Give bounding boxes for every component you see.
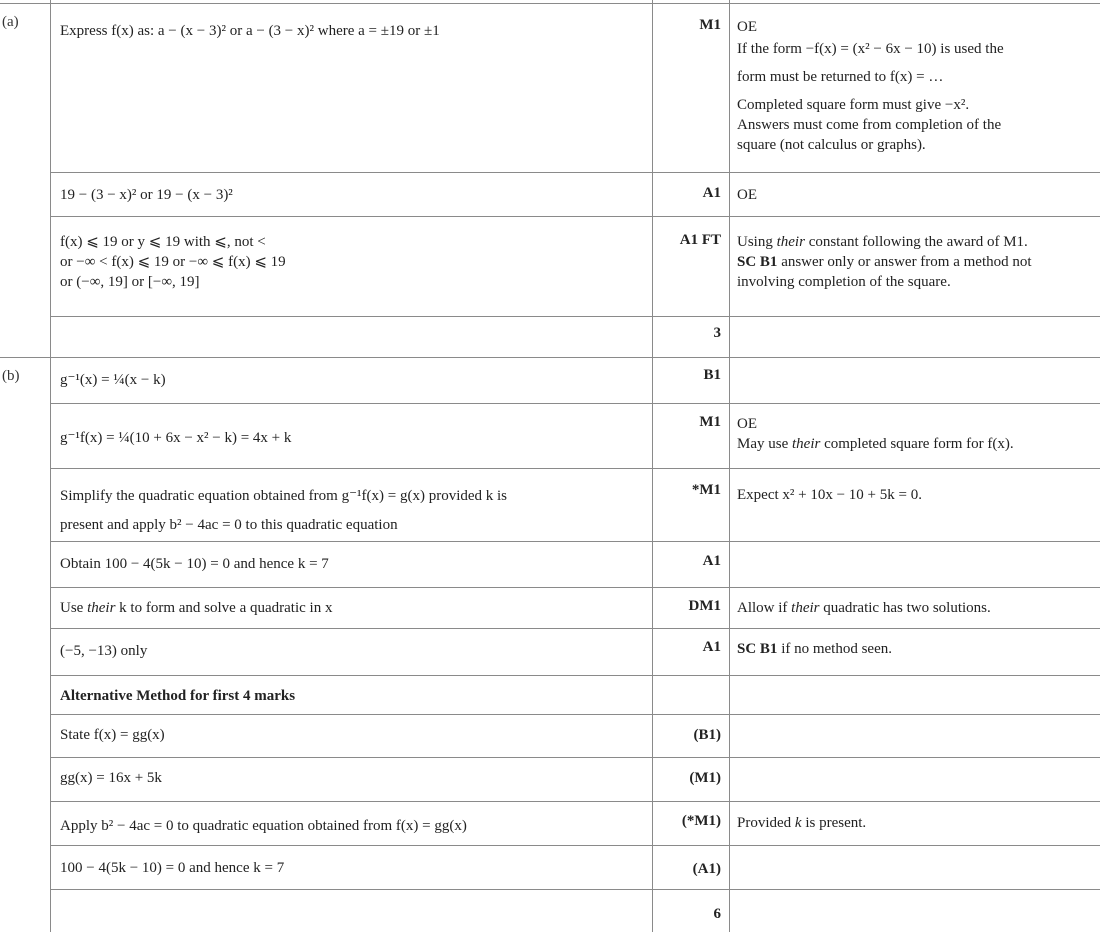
guidance-line: Answers must come from completion of the — [737, 117, 1002, 133]
guidance-line: involving completion of the square. — [737, 274, 951, 290]
guidance-line: OE — [737, 416, 757, 432]
table-row-total — [51, 890, 1100, 932]
table-row — [51, 846, 1100, 889]
part-label-b: (b) — [2, 368, 20, 384]
answer-cell: Obtain 100 − 4(5k − 10) = 0 and hence k = 7 — [60, 556, 329, 572]
guidance-cell — [737, 598, 1097, 618]
answer-line: Simplify the quadratic equation obtained from g⁻¹f(x) = g(x) provided k is — [60, 488, 508, 504]
text: Allow if — [737, 600, 792, 616]
guidance-cell — [737, 232, 1097, 292]
answer-line: present and apply b² − 4ac = 0 to this quadratic equation — [60, 517, 398, 533]
table-row — [51, 715, 1100, 757]
mark-cell: B1 — [703, 367, 721, 383]
table-row — [51, 217, 1100, 316]
answer-line: or (−∞, 19] or [−∞, 19] — [60, 274, 200, 290]
guidance-line: square (not calculus or graphs). — [737, 137, 926, 153]
emphasis-text: k — [794, 815, 802, 831]
special-case-label: SC B1 — [737, 641, 778, 657]
text: k to form and solve a quadratic in x — [115, 600, 333, 616]
table-row-total — [51, 317, 1100, 357]
answer-cell: 100 − 4(5k − 10) = 0 and hence k = 7 — [60, 860, 285, 876]
answer-cell: gg(x) = 16x + 5k — [60, 770, 162, 786]
alternative-method-heading: Alternative Method for first 4 marks — [60, 688, 296, 704]
table-row — [51, 542, 1100, 587]
guidance-cell — [737, 414, 1097, 454]
mark-cell: (*M1) — [681, 813, 721, 829]
mark-cell: A1 FT — [679, 232, 721, 248]
table-row-heading — [51, 676, 1100, 714]
text: answer only or answer from a method not — [777, 254, 1032, 270]
text: May use — [737, 436, 792, 452]
mark-cell: (B1) — [693, 727, 721, 743]
mark-cell: M1 — [699, 17, 721, 33]
mark-cell: *M1 — [691, 482, 721, 498]
answer-cell: g⁻¹(x) = ¼(x − k) — [60, 372, 166, 388]
mark-cell: (M1) — [689, 770, 721, 786]
guidance-cell — [737, 639, 1097, 659]
guidance-cell — [737, 813, 1097, 833]
guidance-line — [737, 434, 1097, 454]
answer-cell — [60, 232, 645, 292]
mark-cell: A1 — [702, 639, 721, 655]
answer-cell — [60, 598, 645, 618]
table-row — [51, 588, 1100, 628]
table-row — [51, 404, 1100, 468]
text: Use — [60, 600, 88, 616]
mark-cell: A1 — [702, 553, 721, 569]
answer-cell: Express f(x) as: a − (x − 3)² or a − (3 − x)² where a = ±19 or ±1 — [60, 23, 440, 39]
table-row — [51, 629, 1100, 675]
answer-cell: State f(x) = gg(x) — [60, 727, 165, 743]
mark-cell: DM1 — [688, 598, 721, 614]
table-row — [51, 802, 1100, 845]
guidance-cell: Expect x² + 10x − 10 + 5k = 0. — [737, 487, 922, 503]
total-marks: 6 — [713, 906, 721, 922]
guidance-cell — [737, 17, 1097, 155]
guidance-line: OE — [737, 19, 757, 35]
table-row — [51, 758, 1100, 801]
mark-cell: M1 — [699, 414, 721, 430]
answer-cell: (−5, −13) only — [60, 643, 148, 659]
table-row — [51, 358, 1100, 403]
emphasis-text: their — [791, 600, 820, 616]
answer-cell: Apply b² − 4ac = 0 to quadratic equation obtained from f(x) = gg(x) — [60, 818, 467, 834]
total-marks: 3 — [713, 325, 721, 341]
text: constant following the award of M1. — [804, 234, 1028, 250]
table-row — [51, 469, 1100, 541]
answer-cell — [60, 482, 645, 540]
text: is present. — [801, 815, 867, 831]
text: Using — [737, 234, 777, 250]
special-case-label: SC B1 — [737, 254, 778, 270]
guidance-line — [737, 232, 1097, 252]
answer-line: or −∞ < f(x) ⩽ 19 or −∞ ⩽ f(x) ⩽ 19 — [60, 254, 286, 270]
emphasis-text: their — [87, 600, 116, 616]
guidance-line: form must be returned to f(x) = … — [737, 69, 944, 85]
emphasis-text: their — [792, 436, 821, 452]
guidance-line — [737, 252, 1097, 272]
answer-line: f(x) ⩽ 19 or y ⩽ 19 with ⩽, not < — [60, 234, 266, 250]
table-row — [51, 173, 1100, 216]
guidance-line: Completed square form must give −x². — [737, 97, 970, 113]
text: Provided — [737, 815, 795, 831]
text: if no method seen. — [777, 641, 892, 657]
text: completed square form for f(x). — [820, 436, 1014, 452]
mark-cell: (A1) — [692, 861, 721, 877]
answer-cell: g⁻¹f(x) = ¼(10 + 6x − x² − k) = 4x + k — [60, 430, 292, 446]
table-row — [51, 4, 1100, 172]
part-label-a: (a) — [2, 14, 19, 30]
text: quadratic has two solutions. — [819, 600, 991, 616]
guidance-line: If the form −f(x) = (x² − 6x − 10) is used the — [737, 41, 1004, 57]
guidance-cell: OE — [737, 187, 757, 203]
emphasis-text: their — [776, 234, 805, 250]
mark-cell: A1 — [702, 185, 721, 201]
answer-cell: 19 − (3 − x)² or 19 − (x − 3)² — [60, 187, 233, 203]
